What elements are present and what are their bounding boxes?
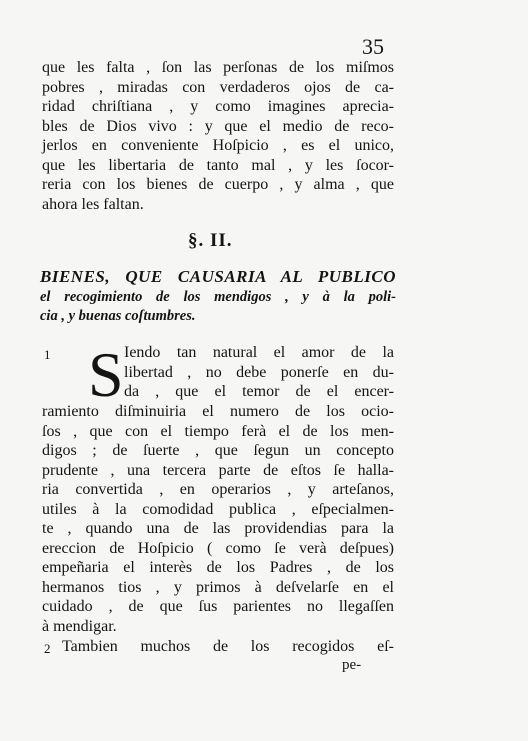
text-line: pobres , miradas con verdaderos ojos de ca- bbox=[42, 78, 394, 96]
text-line: hermanos tios , y primos à deſvelarſe en el bbox=[42, 578, 394, 596]
text-line: Iendo tan natural el amor de la bbox=[124, 344, 394, 361]
text-line: ſos , que con el tiempo ferà el de los men- bbox=[42, 422, 394, 440]
paragraph-1-body bbox=[42, 402, 394, 636]
text-line: empeñaria el interès de los Padres , de los bbox=[42, 559, 394, 576]
text-line: reria con los bienes de cuerpo , y alma , que bbox=[42, 176, 394, 193]
paragraph-1-opening bbox=[124, 343, 394, 402]
section-heading bbox=[40, 266, 396, 326]
section-heading-mark: §. II. bbox=[188, 230, 233, 251]
text-line: que les libertaria de tanto mal , y les ſocor- bbox=[42, 156, 394, 174]
text-line: ereccion de Hoſpicio ( como ſe verà deſpues) bbox=[42, 539, 394, 557]
text-line: da , que el temor de el encer- bbox=[124, 383, 394, 400]
text-line: libertad , no debe ponerſe en du- bbox=[124, 363, 394, 381]
text-line: jerlos en conveniente Hoſpicio , es el unico, bbox=[42, 137, 394, 154]
paragraph-number: 1 bbox=[44, 347, 51, 362]
drop-cap-initial: S bbox=[88, 339, 124, 410]
text-line: ria convertida , en operarios , y arteſanos, bbox=[42, 481, 394, 498]
text-line: ahora les faltan. bbox=[42, 195, 144, 213]
top-paragraph bbox=[42, 58, 394, 214]
text-line: cuidado , de que ſus parientes no llegaſſen bbox=[42, 598, 394, 615]
text-line: ramiento diſminuiria el numero de los ocio- bbox=[42, 403, 394, 420]
paragraph-number: 2 bbox=[44, 641, 51, 656]
text-line: te , quando una de las providendias para la bbox=[42, 520, 394, 537]
section-heading-title: BIENES, QUE CAUSARIA AL PUBLICO bbox=[40, 267, 396, 286]
section-heading-subtitle-line: cia , y buenas coſtumbres. bbox=[40, 308, 196, 324]
text-line: digos ; de ſuerte , que ſegun un concepto bbox=[42, 442, 394, 459]
text-line: que les falta , ſon las perſonas de los miſmos bbox=[42, 59, 394, 76]
section-heading-subtitle-line: el recogimiento de los mendigos , y à la poli- bbox=[40, 289, 396, 305]
text-line: prudente , una tercera parte de eſtos ſe halla- bbox=[42, 461, 394, 479]
page-number: 35 bbox=[362, 34, 384, 59]
text-line: utiles à la comodidad publica , eſpecialmen- bbox=[42, 500, 394, 518]
paragraph-2-opening bbox=[62, 637, 394, 657]
text-line: Tambien muchos de los recogidos eſ- bbox=[62, 638, 394, 655]
catchword: pe- bbox=[342, 657, 362, 673]
text-line: ridad chriſtiana , y como imagines aprecia- bbox=[42, 98, 394, 115]
text-line: bles de Dios vivo : y que el medio de reco- bbox=[42, 117, 394, 135]
text-line: à mendigar. bbox=[42, 617, 117, 635]
